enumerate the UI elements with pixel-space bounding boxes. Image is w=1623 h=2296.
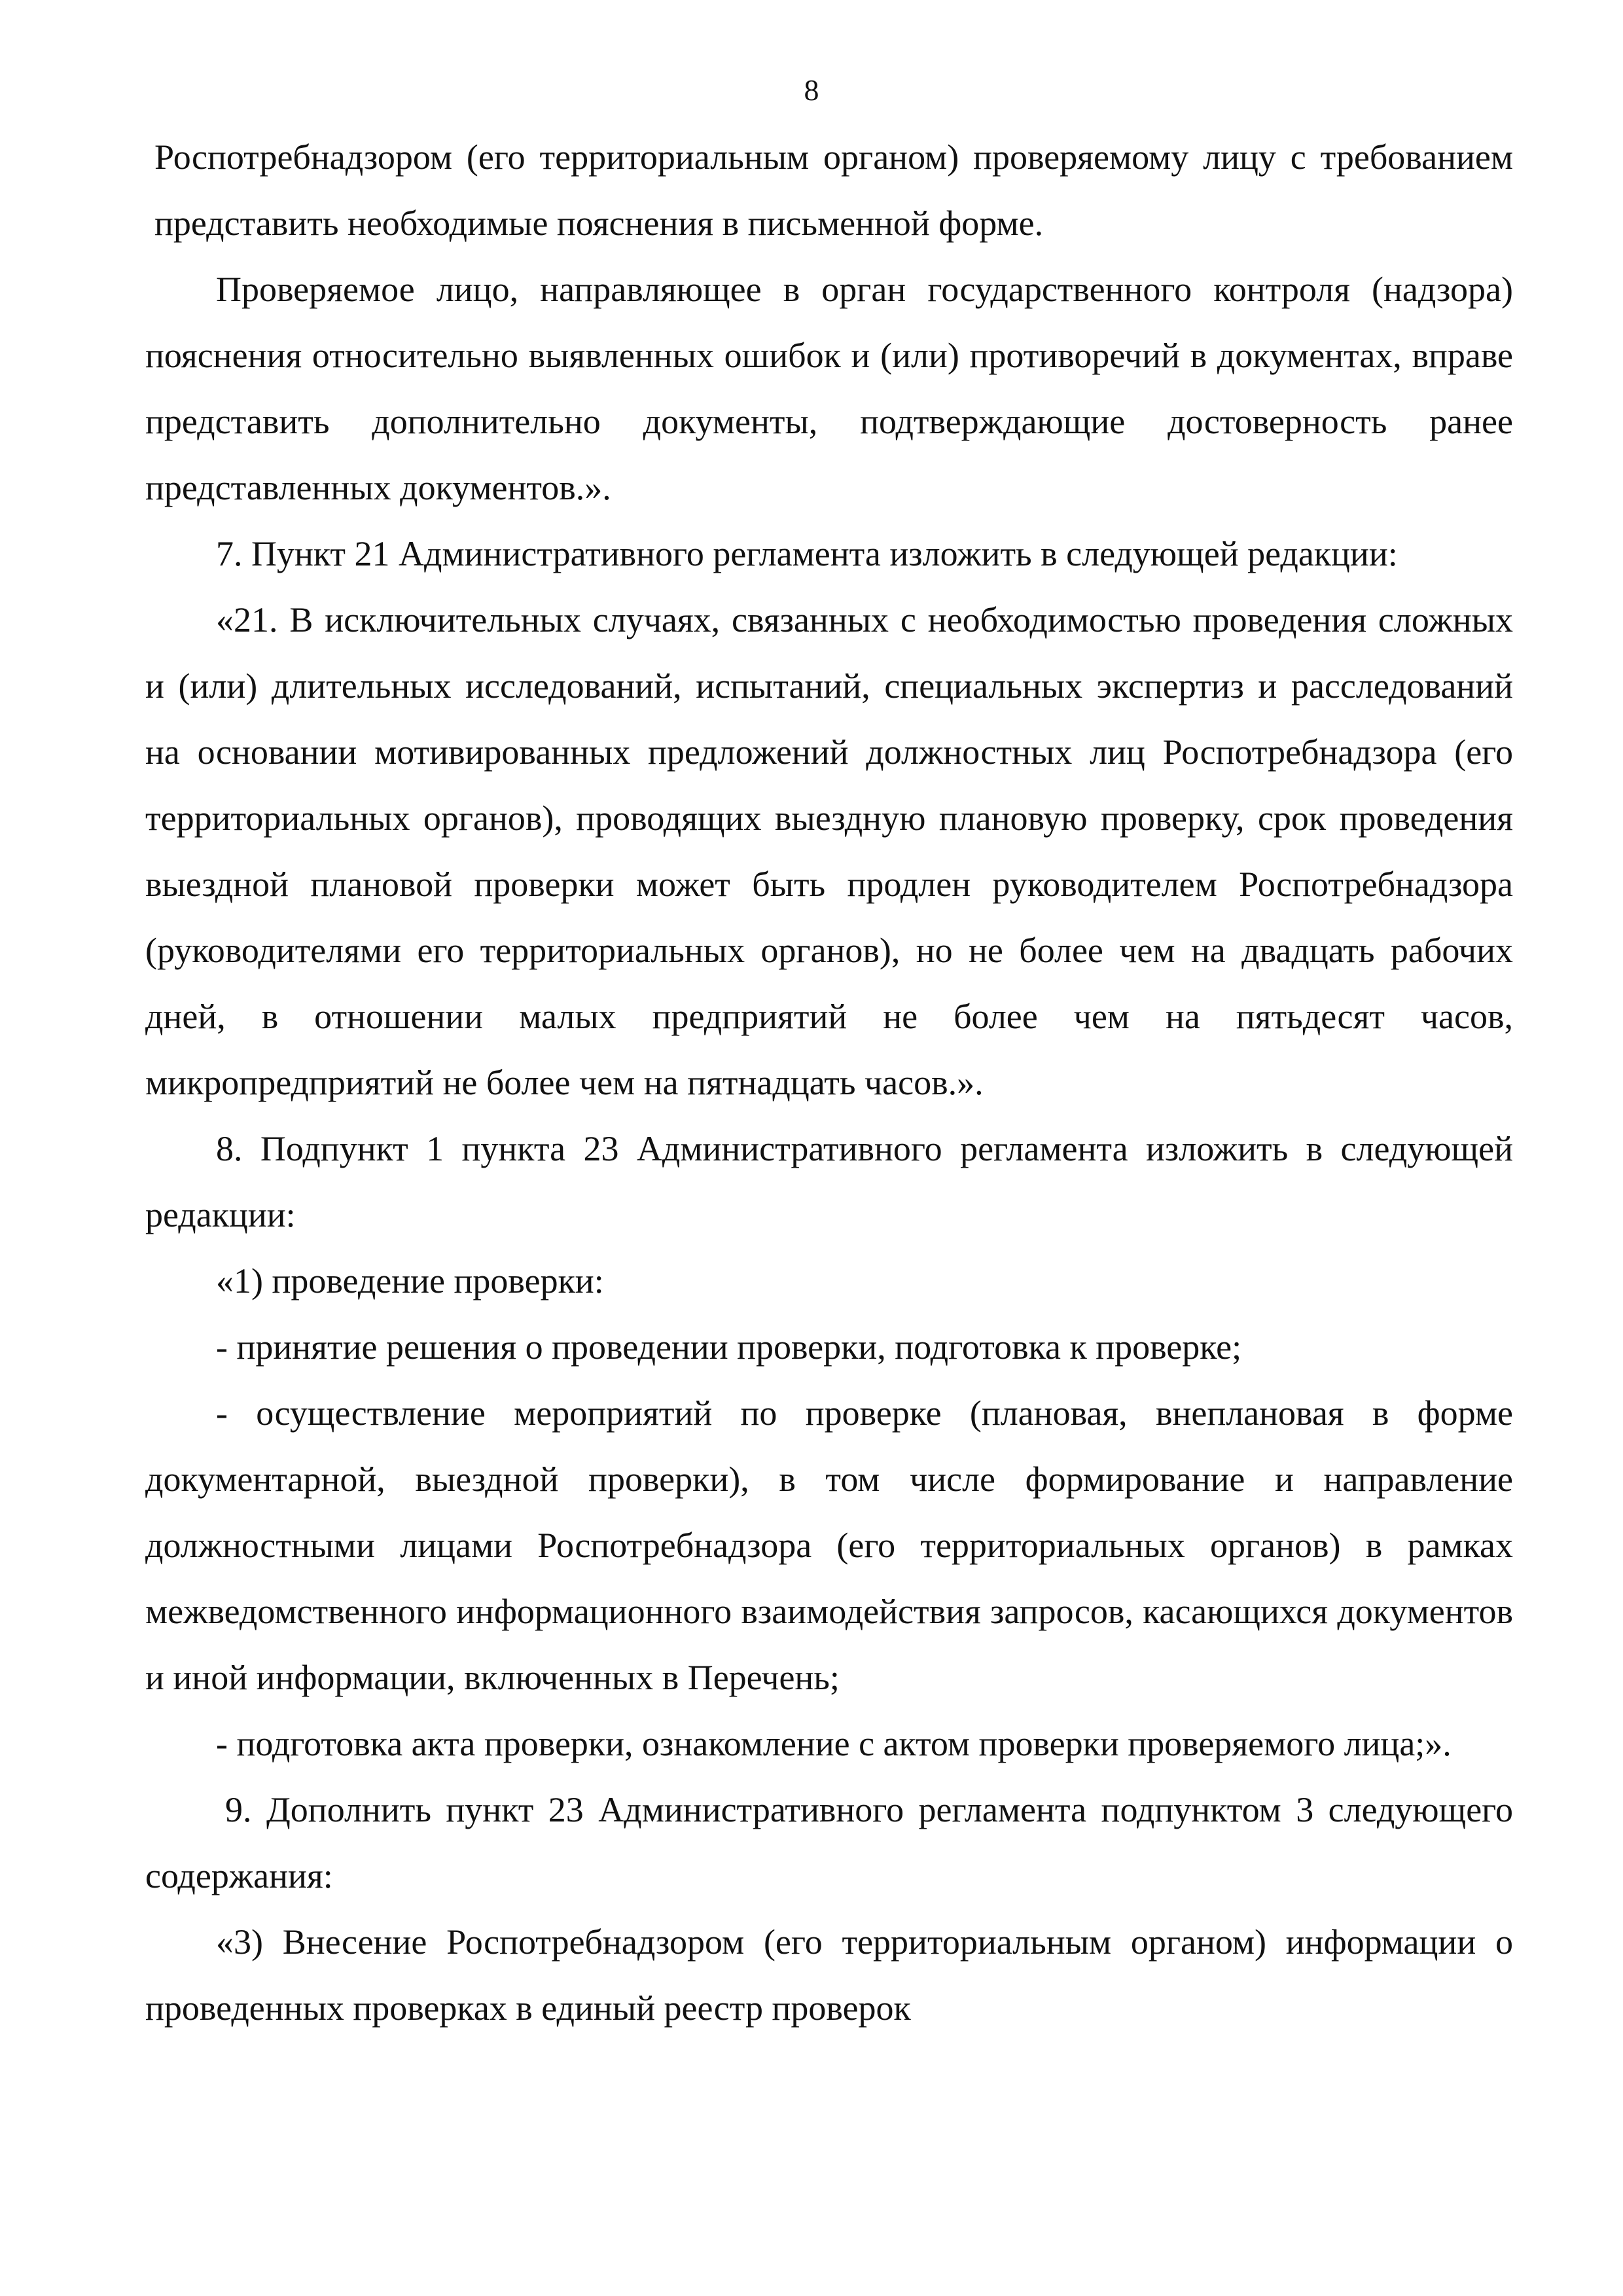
list-item-measures: - осуществление мероприятий по проверке (плановая, внеплановая в форме документарной, выездной проверки), в том числе формирование и направление должностными лицами Роспотребнадзора (его территориальных органов) в рамках межведомственного информационного взаимодействия запросов, касающихся документов и иной информации, включенных в Перечень;	[145, 1393, 1513, 1697]
paragraph-item-21-text: «21. В исключительных случаях, связанных с необходимостью проведения сложных и (или) длительных исследований, испытаний, специальных экспертиз и расследований на основании мотивированных предложений должностных лиц Роспотребнадзора (его территориальных органов), проводящих выездную плановую проверку, срок проведения выездной плановой проверки может быть продлен руководителем Роспотребнадзора (руководителями его территориальных органов), но не более чем на двадцать рабочих дней, в отношении малых предприятий не более чем на пятьдесят часов, микропредприятий не более чем на пятнадцать часов.».	[145, 600, 1513, 1102]
list-item-act: - подготовка акта проверки, ознакомление с актом проверки проверяемого лица;».	[216, 1724, 1452, 1763]
paragraph-subitem-1: «1) проведение проверки:	[216, 1261, 604, 1300]
paragraph-explanations: Проверяемое лицо, направляющее в орган государственного контроля (надзора) пояснения относительно выявленных ошибок и (или) противоречий в документах, вправе представить дополнительно документы, подтверждающие достоверность ранее представленных документов.».	[145, 270, 1513, 507]
paragraph-subitem-3: «3) Внесение Роспотребнадзором (его территориальным органом) информации о проведенных проверках в единый реестр проверок	[145, 1922, 1513, 2028]
list-item-decision: - принятие решения о проведении проверки, подготовка к проверке;	[216, 1327, 1242, 1367]
paragraph-item-9: 9. Дополнить пункт 23 Административного регламента подпунктом 3 следующего содержания:	[145, 1790, 1513, 1895]
page-number: 8	[804, 73, 819, 107]
paragraph-item-7: 7. Пункт 21 Административного регламента изложить в следующей редакции:	[216, 534, 1398, 573]
document-body	[145, 124, 1513, 2041]
paragraph-continuation: Роспотребнадзором (его территориальным органом) проверяемому лицу с требованием представить необходимые пояснения в письменной форме.	[154, 137, 1513, 243]
paragraph-item-8: 8. Подпункт 1 пункта 23 Административного регламента изложить в следующей редакции:	[145, 1129, 1513, 1234]
